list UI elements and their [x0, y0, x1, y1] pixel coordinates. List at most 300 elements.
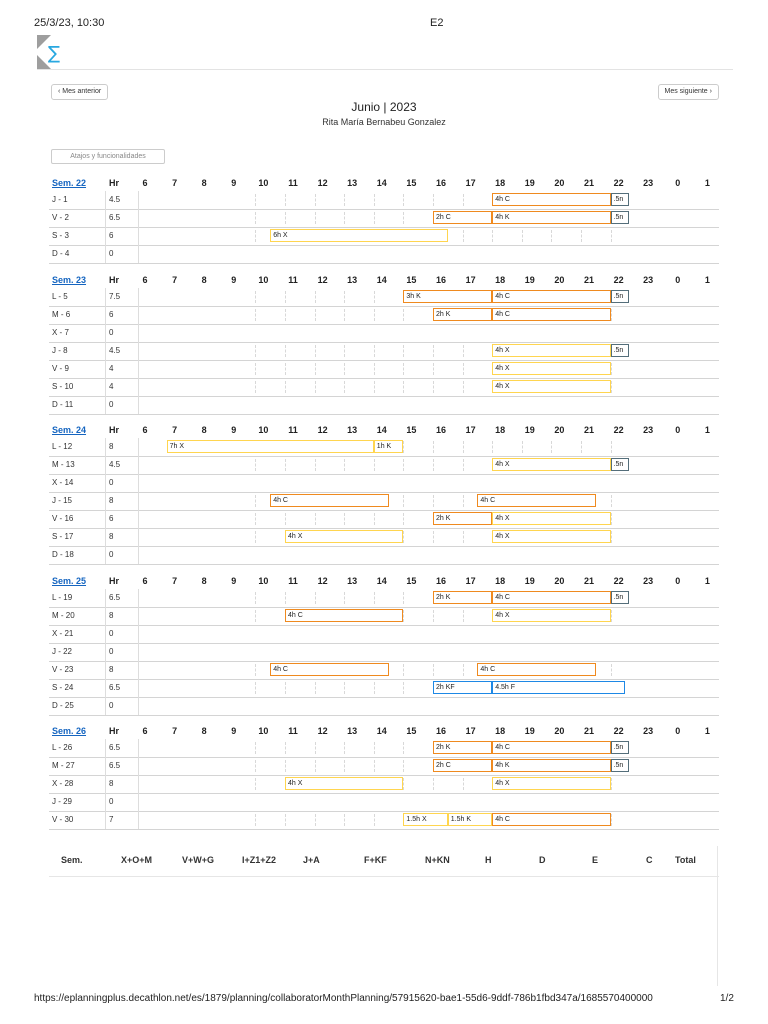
shift-block[interactable]: 7h X	[167, 440, 374, 453]
shift-block[interactable]: 4h X	[492, 380, 610, 393]
day-hours: 0	[109, 797, 114, 806]
print-title: E2	[430, 17, 444, 29]
summary-column-header: N+KN	[425, 855, 450, 865]
shift-block[interactable]: .5n	[611, 591, 629, 604]
hour-gridline	[315, 291, 316, 303]
column-divider	[138, 775, 139, 793]
day-row[interactable]	[49, 342, 719, 361]
week-link[interactable]: Sem. 22	[52, 178, 87, 188]
summary-column-header: H	[485, 855, 492, 865]
page-title: Junio | 2023	[351, 100, 417, 114]
column-divider	[105, 510, 106, 528]
hour-header: 9	[231, 576, 237, 586]
day-row[interactable]	[49, 456, 719, 475]
day-label: J - 22	[52, 647, 73, 656]
column-divider	[105, 679, 106, 697]
shift-block[interactable]: 2h K	[433, 591, 492, 604]
day-hours: 8	[109, 665, 114, 674]
hour-header: 18	[495, 425, 506, 435]
day-row[interactable]	[49, 679, 719, 698]
hour-header: 19	[524, 425, 535, 435]
hour-header: 22	[613, 425, 624, 435]
day-row[interactable]	[49, 396, 719, 415]
shift-block[interactable]: 1.5h X	[403, 813, 447, 826]
day-row[interactable]	[49, 811, 719, 830]
shift-block[interactable]: 1.5h K	[448, 813, 492, 826]
day-row[interactable]	[49, 324, 719, 343]
week-block	[49, 270, 719, 414]
hour-gridline	[403, 363, 404, 375]
shift-block[interactable]: 4h X	[492, 512, 610, 525]
hour-header: 16	[435, 576, 446, 586]
hour-gridline	[522, 441, 523, 453]
day-row[interactable]	[49, 209, 719, 228]
day-hours: 0	[109, 478, 114, 487]
day-label: L - 26	[52, 743, 73, 752]
day-row[interactable]	[49, 492, 719, 511]
shift-block[interactable]: 4.5h F	[492, 681, 625, 694]
day-label: S - 24	[52, 683, 74, 692]
column-divider	[138, 607, 139, 625]
day-row[interactable]	[49, 757, 719, 776]
day-label: D - 11	[52, 400, 74, 409]
hour-header: 15	[406, 576, 417, 586]
day-row[interactable]	[49, 589, 719, 608]
sigma-logo-icon[interactable]	[37, 35, 67, 69]
shift-block[interactable]: 6h X	[270, 229, 448, 242]
hour-header: 23	[643, 425, 654, 435]
day-row[interactable]	[49, 643, 719, 662]
summary-column-header: F+KF	[364, 855, 387, 865]
shift-block[interactable]: 2h KF	[433, 681, 492, 694]
day-label: L - 12	[52, 442, 73, 451]
column-divider	[105, 757, 106, 775]
hour-gridline	[611, 230, 612, 242]
hour-gridline	[344, 459, 345, 471]
column-divider	[138, 396, 139, 414]
summary-column-header: V+W+G	[182, 855, 215, 865]
hour-gridline	[403, 610, 404, 622]
hour-gridline	[403, 778, 404, 790]
shift-block[interactable]: .5n	[611, 193, 629, 206]
hour-header: 23	[643, 178, 654, 188]
hour-gridline	[611, 531, 612, 543]
hour-gridline	[581, 230, 582, 242]
hour-header: 23	[643, 726, 654, 736]
day-label: L - 19	[52, 593, 73, 602]
shift-block[interactable]: .5n	[611, 458, 629, 471]
day-label: J - 8	[52, 346, 68, 355]
shift-block[interactable]: 4h C	[492, 308, 610, 321]
hour-gridline	[403, 194, 404, 206]
shift-block[interactable]: 4h C	[492, 290, 610, 303]
summary-column-header: I+Z1+Z2	[242, 855, 277, 865]
week-header	[49, 420, 719, 438]
shift-block[interactable]: 4h K	[492, 759, 610, 772]
hour-gridline	[403, 459, 404, 471]
column-divider	[105, 661, 106, 679]
hour-header: 20	[554, 275, 565, 285]
shift-block[interactable]: 4h X	[492, 362, 610, 375]
hour-gridline	[255, 610, 256, 622]
hour-header: 16	[435, 178, 446, 188]
hour-gridline	[255, 230, 256, 242]
day-hours: 0	[109, 647, 114, 656]
day-row[interactable]	[49, 528, 719, 547]
day-hours: 4.5	[109, 195, 121, 204]
day-row[interactable]	[49, 546, 719, 565]
shift-block[interactable]: .5n	[611, 741, 629, 754]
shortcuts-button[interactable]: Atajos y funcionalidades	[51, 149, 165, 164]
hour-gridline	[433, 664, 434, 676]
hour-gridline	[344, 212, 345, 224]
hour-gridline	[463, 441, 464, 453]
hour-gridline	[255, 194, 256, 206]
shift-block[interactable]: .5n	[611, 759, 629, 772]
hour-header: 23	[643, 576, 654, 586]
header-divider	[37, 69, 733, 70]
hour-header: 19	[524, 726, 535, 736]
hour-gridline	[403, 513, 404, 525]
hour-header: 7	[172, 178, 178, 188]
summary-column-header: J+A	[303, 855, 320, 865]
column-divider	[105, 775, 106, 793]
day-row[interactable]	[49, 438, 719, 457]
hours-column-header: Hr	[109, 425, 120, 435]
shift-block[interactable]: 4h X	[492, 609, 610, 622]
hour-header: 1	[704, 726, 710, 736]
shift-block[interactable]: 1h K	[374, 440, 404, 453]
hour-header: 12	[317, 425, 328, 435]
hour-gridline	[255, 363, 256, 375]
hour-header: 14	[376, 275, 387, 285]
hour-header: 10	[258, 275, 269, 285]
hour-header: 8	[201, 576, 207, 586]
shift-block[interactable]: .5n	[611, 211, 629, 224]
hour-gridline	[344, 742, 345, 754]
week-link[interactable]: Sem. 24	[52, 425, 87, 435]
shift-block[interactable]: 4h C	[477, 663, 595, 676]
day-row[interactable]	[49, 245, 719, 264]
prev-month-button[interactable]	[51, 84, 108, 100]
column-divider	[138, 492, 139, 510]
column-divider	[138, 510, 139, 528]
shift-block[interactable]: 2h K	[433, 741, 492, 754]
shift-block[interactable]: 4h C	[285, 609, 403, 622]
hour-gridline	[344, 592, 345, 604]
hour-header: 7	[172, 726, 178, 736]
hour-header: 20	[554, 576, 565, 586]
column-divider	[138, 811, 139, 829]
chevron-right-icon: ›	[709, 88, 712, 95]
hour-gridline	[315, 459, 316, 471]
shift-block[interactable]: 4h C	[492, 813, 610, 826]
summary-column-header: E	[592, 855, 599, 865]
shift-block[interactable]: .5n	[611, 290, 629, 303]
hour-header: 6	[142, 726, 148, 736]
day-hours: 8	[109, 496, 114, 505]
hour-gridline	[255, 212, 256, 224]
column-divider	[105, 546, 106, 564]
hour-header: 11	[288, 275, 298, 285]
day-row[interactable]	[49, 360, 719, 379]
week-block	[49, 173, 719, 263]
day-hours: 4	[109, 364, 114, 373]
hour-gridline	[315, 363, 316, 375]
hour-header: 13	[347, 425, 358, 435]
week-header	[49, 270, 719, 288]
day-label: J - 1	[52, 195, 68, 204]
hour-gridline	[344, 309, 345, 321]
hour-gridline	[403, 531, 404, 543]
hour-gridline	[403, 381, 404, 393]
hour-gridline	[463, 610, 464, 622]
hour-gridline	[403, 495, 404, 507]
hour-gridline	[285, 345, 286, 357]
day-row[interactable]	[49, 697, 719, 716]
hour-gridline	[255, 742, 256, 754]
day-row[interactable]	[49, 288, 719, 307]
day-row[interactable]	[49, 306, 719, 325]
column-divider	[138, 245, 139, 263]
day-row[interactable]	[49, 661, 719, 680]
shift-block[interactable]: 4h X	[285, 530, 403, 543]
hour-header: 6	[142, 275, 148, 285]
hour-header: 13	[347, 275, 358, 285]
hour-gridline	[285, 309, 286, 321]
hour-gridline	[285, 592, 286, 604]
week-header	[49, 173, 719, 191]
day-hours: 0	[109, 550, 114, 559]
hour-gridline	[374, 381, 375, 393]
column-divider	[105, 378, 106, 396]
column-divider	[138, 288, 139, 306]
day-label: V - 23	[52, 665, 74, 674]
day-label: X - 7	[52, 328, 69, 337]
day-hours: 0	[109, 701, 114, 710]
hour-header: 14	[376, 726, 387, 736]
shift-block[interactable]: 4h K	[492, 211, 610, 224]
hour-gridline	[374, 459, 375, 471]
hour-gridline	[344, 345, 345, 357]
day-row[interactable]	[49, 739, 719, 758]
hour-gridline	[433, 531, 434, 543]
shift-block[interactable]: 2h K	[433, 308, 492, 321]
day-label: X - 21	[52, 629, 74, 638]
hour-header: 15	[406, 275, 417, 285]
column-divider	[105, 306, 106, 324]
hour-header: 0	[675, 178, 681, 188]
week-link[interactable]: Sem. 26	[52, 726, 87, 736]
hour-header: 0	[675, 425, 681, 435]
hour-header: 13	[347, 726, 358, 736]
column-divider	[138, 625, 139, 643]
shift-block[interactable]: 4h X	[492, 458, 610, 471]
hour-gridline	[374, 513, 375, 525]
hour-gridline	[551, 230, 552, 242]
column-divider	[138, 643, 139, 661]
hour-header: 21	[583, 576, 594, 586]
hour-header: 8	[201, 726, 207, 736]
hour-gridline	[433, 610, 434, 622]
hour-gridline	[315, 212, 316, 224]
day-label: M - 6	[52, 310, 71, 319]
hour-gridline	[611, 381, 612, 393]
hour-gridline	[463, 531, 464, 543]
hour-gridline	[285, 760, 286, 772]
hour-gridline	[255, 513, 256, 525]
shift-block[interactable]: 4h C	[492, 193, 610, 206]
hour-gridline	[403, 345, 404, 357]
hour-header: 20	[554, 178, 565, 188]
column-divider	[105, 191, 106, 209]
hour-gridline	[463, 230, 464, 242]
summary-table-header	[49, 846, 719, 877]
hour-gridline	[285, 814, 286, 826]
column-divider	[105, 245, 106, 263]
next-month-button[interactable]	[658, 84, 720, 100]
hour-header: 17	[465, 425, 476, 435]
day-label: S - 3	[52, 231, 69, 240]
hour-header: 7	[172, 576, 178, 586]
hour-gridline	[551, 441, 552, 453]
hour-gridline	[433, 495, 434, 507]
hour-gridline	[433, 345, 434, 357]
hour-gridline	[374, 814, 375, 826]
shift-block[interactable]: 4h X	[492, 344, 610, 357]
column-divider	[138, 528, 139, 546]
hour-gridline	[344, 814, 345, 826]
shift-block[interactable]: 2h C	[433, 211, 492, 224]
day-row[interactable]	[49, 191, 719, 210]
week-block	[49, 420, 719, 564]
week-block	[49, 571, 719, 715]
hour-header: 18	[495, 576, 506, 586]
shift-block[interactable]: 4h C	[492, 591, 610, 604]
day-row[interactable]	[49, 607, 719, 626]
page-number: 1/2	[720, 993, 734, 1004]
hour-gridline	[463, 345, 464, 357]
column-divider	[105, 492, 106, 510]
hour-gridline	[344, 682, 345, 694]
day-label: M - 20	[52, 611, 75, 620]
hour-gridline	[403, 592, 404, 604]
hour-header: 17	[465, 726, 476, 736]
summary-column-header: D	[539, 855, 546, 865]
hour-gridline	[611, 778, 612, 790]
week-link[interactable]: Sem. 23	[52, 275, 87, 285]
hour-gridline	[285, 459, 286, 471]
shift-block[interactable]: 4h C	[270, 494, 388, 507]
column-divider	[105, 474, 106, 492]
day-row[interactable]	[49, 378, 719, 397]
column-divider	[105, 528, 106, 546]
hour-gridline	[255, 682, 256, 694]
shift-block[interactable]: 4h X	[492, 777, 610, 790]
day-hours: 7.5	[109, 292, 121, 301]
day-row[interactable]	[49, 775, 719, 794]
column-divider	[138, 191, 139, 209]
column-divider	[138, 546, 139, 564]
hour-gridline	[315, 309, 316, 321]
column-divider	[138, 589, 139, 607]
shift-block[interactable]: 4h C	[477, 494, 595, 507]
hour-gridline	[611, 814, 612, 826]
column-divider	[138, 306, 139, 324]
column-divider	[138, 342, 139, 360]
hour-gridline	[463, 778, 464, 790]
shift-block[interactable]: 4h C	[270, 663, 388, 676]
print-datetime: 25/3/23, 10:30	[34, 17, 105, 29]
hour-gridline	[433, 778, 434, 790]
hour-header: 21	[583, 275, 594, 285]
day-row[interactable]	[49, 474, 719, 493]
day-hours: 7	[109, 815, 114, 824]
summary-table-border	[717, 846, 718, 986]
day-hours: 6	[109, 310, 114, 319]
column-divider	[138, 739, 139, 757]
hour-header: 8	[201, 425, 207, 435]
shift-block[interactable]: 4h C	[492, 741, 610, 754]
hour-gridline	[403, 441, 404, 453]
shift-block[interactable]: .5n	[611, 344, 629, 357]
hour-gridline	[255, 814, 256, 826]
hour-header: 0	[675, 275, 681, 285]
hour-gridline	[611, 513, 612, 525]
day-row[interactable]	[49, 227, 719, 246]
day-hours: 6	[109, 514, 114, 523]
day-hours: 6.5	[109, 761, 121, 770]
week-header	[49, 571, 719, 589]
hour-header: 6	[142, 425, 148, 435]
day-hours: 8	[109, 611, 114, 620]
day-row[interactable]	[49, 793, 719, 812]
hour-header: 10	[258, 576, 269, 586]
shift-block[interactable]: 2h K	[433, 512, 492, 525]
hour-header: 11	[288, 425, 298, 435]
hour-header: 16	[435, 425, 446, 435]
hour-gridline	[255, 664, 256, 676]
hours-column-header: Hr	[109, 576, 120, 586]
day-label: M - 27	[52, 761, 75, 770]
hour-header: 19	[524, 178, 535, 188]
column-divider	[105, 456, 106, 474]
hour-gridline	[315, 381, 316, 393]
hour-gridline	[315, 194, 316, 206]
hour-gridline	[463, 664, 464, 676]
hour-gridline	[374, 309, 375, 321]
hour-header: 16	[435, 726, 446, 736]
hour-gridline	[463, 381, 464, 393]
shift-block[interactable]: 3h K	[403, 290, 492, 303]
hour-gridline	[403, 212, 404, 224]
hour-gridline	[285, 291, 286, 303]
column-divider	[105, 324, 106, 342]
shift-block[interactable]: 4h X	[285, 777, 403, 790]
week-link[interactable]: Sem. 25	[52, 576, 87, 586]
hour-header: 17	[465, 576, 476, 586]
shift-block[interactable]: 4h X	[492, 530, 610, 543]
hour-gridline	[611, 664, 612, 676]
day-row[interactable]	[49, 510, 719, 529]
shift-block[interactable]: 2h C	[433, 759, 492, 772]
column-divider	[138, 438, 139, 456]
hour-header: 18	[495, 178, 506, 188]
day-label: V - 2	[52, 213, 69, 222]
day-row[interactable]	[49, 625, 719, 644]
day-hours: 0	[109, 249, 114, 258]
hour-gridline	[433, 441, 434, 453]
